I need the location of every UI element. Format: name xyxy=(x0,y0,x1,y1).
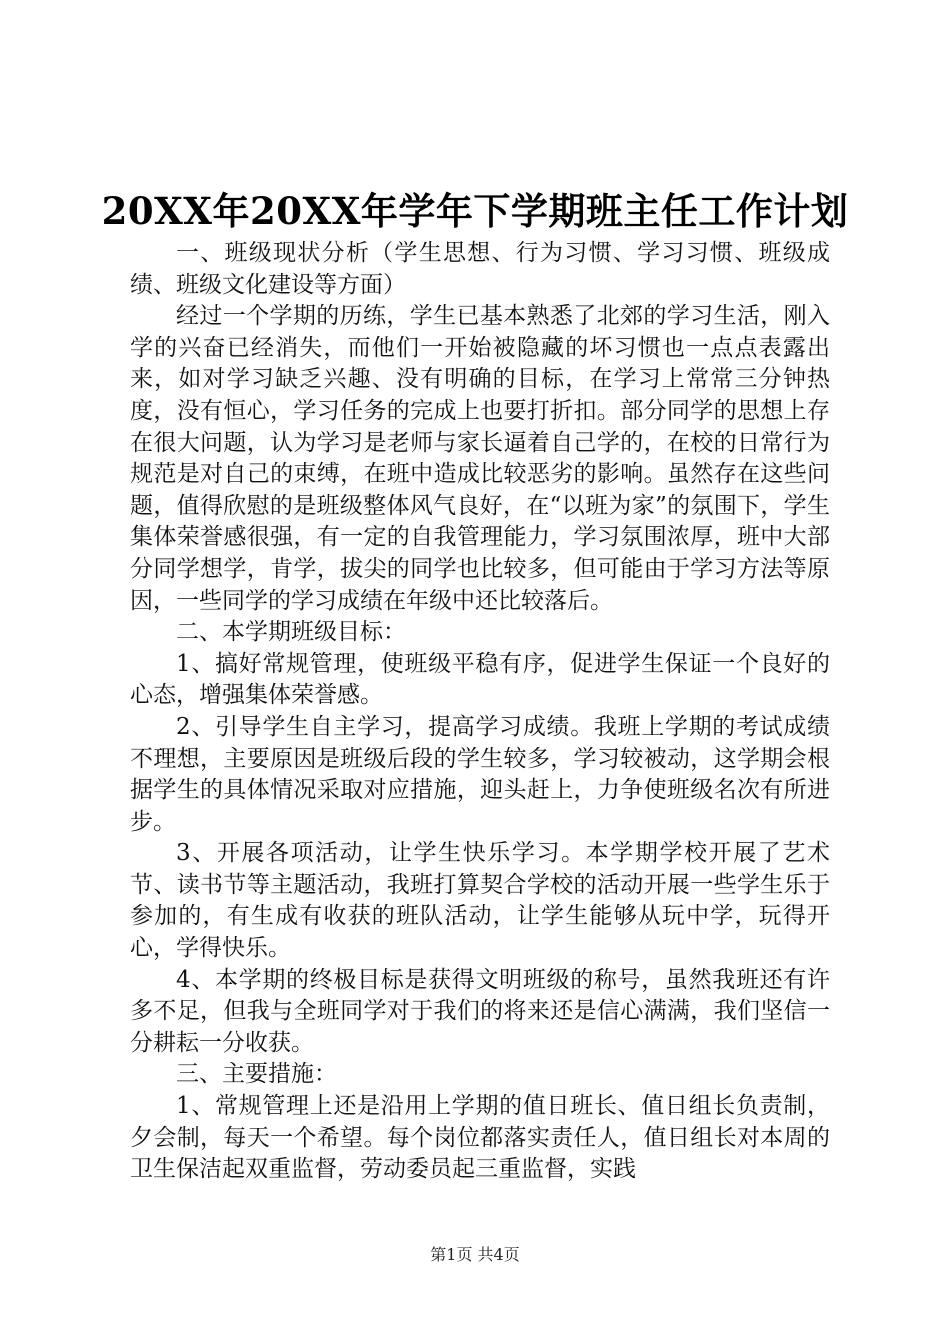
section-heading-class-status: 一、班级现状分析（学生思想、行为习惯、学习习惯、班级成绩、班级文化建设等方面） xyxy=(130,240,830,298)
paragraph-class-analysis: 经过一个学期的历练，学生已基本熟悉了北郊的学习生活，刚入学的兴奋已经消失，而他们一开始被隐藏的坏习惯也一点点表露出来，如对学习缺乏兴趣、没有明确的目标，在学习上常常三分钟热度，没有恒心，学习任务的完成上也要打折扣。部分同学的思想上存在很大问题，认为学习是老师与家长逼着自己学的，在校的日常行为规范是对自己的束缚，在班中造成比较恶劣的影响。虽然存在这些问题，值得欣慰的是班级整体风气良好，在“以班为家”的氛围下，学生集体荣誉感很强，有一定的自我管理能力，学习氛围浓厚，班中大部分同学想学，肯学，拔尖的同学也比较多，但可能由于学习方法等原因，一些同学的学习成绩在年级中还比较落后。 xyxy=(130,303,830,614)
document-body xyxy=(130,238,830,1186)
section-heading-goals: 二、本学期班级目标： xyxy=(176,619,406,646)
goal-item-2: 2、引导学生自主学习，提高学习成绩。我班上学期的考试成绩不理想，主要原因是班级后段的学生较多，学习较被动，这学期会根据学生的具体情况采取对应措施，迎头赶上，力争使班级名次有所进步。 xyxy=(130,713,830,835)
goal-item-1: 1、搞好常规管理，使班级平稳有序，促进学生保证一个良好的心态，增强集体荣誉感。 xyxy=(130,650,830,709)
page-footer: 第1页 共4页 xyxy=(430,1245,520,1264)
section-heading-measures: 三、主要措施： xyxy=(176,1061,337,1088)
goal-item-3: 3、开展各项活动，让学生快乐学习。本学期学校开展了艺术节、读书节等主题活动，我班打算契合学校的活动开展一些学生乐于参加的，有生成有收获的班队活动，让学生能够从玩中学，玩得开心，学得快乐。 xyxy=(130,840,830,962)
measure-item-1: 1、常规管理上还是沿用上学期的值日班长、值日组长负责制，夕会制，每天一个希望。每个岗位都落实责任人，值日组长对本周的卫生保洁起双重监督，劳动委员起三重监督，实践 xyxy=(130,1093,830,1183)
goal-item-4: 4、本学期的终极目标是获得文明班级的称号，虽然我班还有许多不足，但我与全班同学对于我们的将来还是信心满满，我们坚信一分耕耘一分收获。 xyxy=(130,966,830,1056)
document-title: 20XX年20XX年学年下学期班主任工作计划 xyxy=(101,189,849,233)
